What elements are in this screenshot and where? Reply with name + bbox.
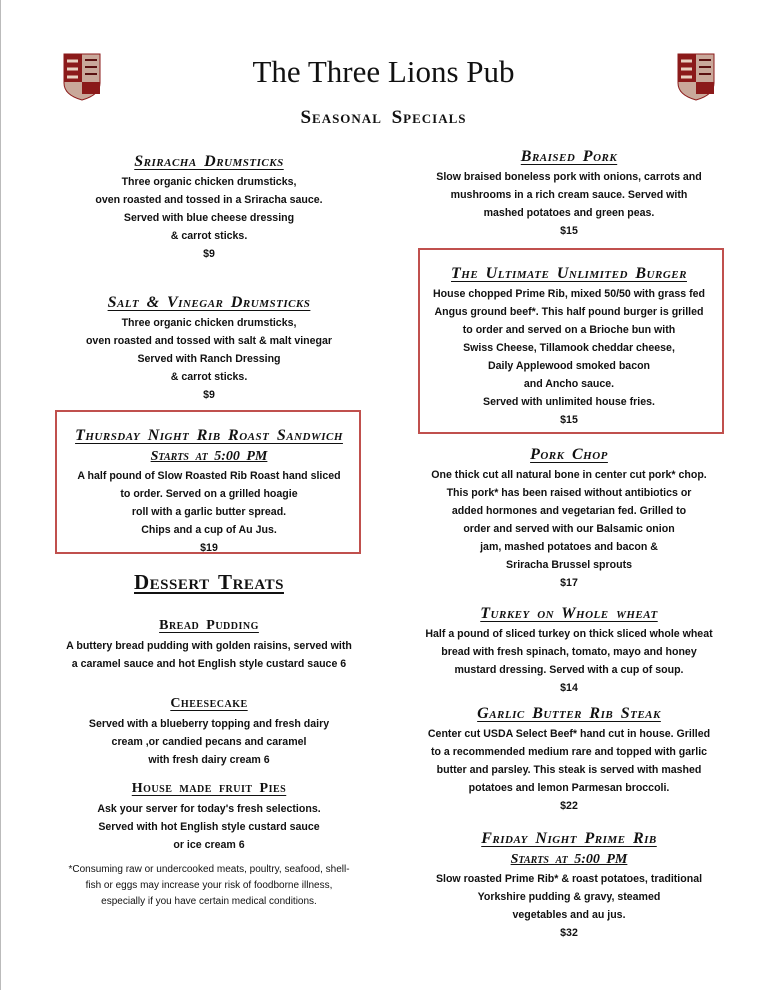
item-description-line: Served with a blueberry topping and fresh dairy [88,718,330,730]
item-description-line: especially if you have certain medical conditions. [101,896,317,907]
item-price: $32 [560,927,578,939]
menu-item-salt-vinegar-drumsticks [19,292,399,404]
item-description-line: or ice cream 6 [173,839,245,851]
item-description-line: & carrot sticks. [170,371,248,383]
item-description-line: bread with fresh spinach, tomato, mayo and honey [441,646,697,658]
item-heading: Pork Chop [530,446,608,463]
seasonal-specials-heading: Seasonal Specials [300,107,467,128]
start-time: Starts at 5:00 PM [510,852,628,867]
item-description-line: Slow braised boneless pork with onions, carrots and [436,171,702,183]
item-description-line: Swiss Cheese, Tillamook cheddar cheese, [463,342,675,354]
item-description-line: Chips and a cup of Au Jus. [141,524,277,536]
item-heading: Sriracha Drumsticks [134,153,284,170]
item-description-line: cream ,or candied pecans and caramel [111,736,307,748]
item-description-line: Served with unlimited house fries. [483,396,655,408]
item-heading: Thursday Night Rib Roast Sandwich [75,427,343,444]
item-price: $15 [560,225,578,237]
item-description-line: Half a pound of sliced turkey on thick sliced whole wheat [425,628,713,640]
item-description-line: Ask your server for today's fresh selections. [97,803,321,815]
item-description-line: House chopped Prime Rib, mixed 50/50 with grass fed [433,288,705,300]
menu-item-sriracha-drumsticks [19,151,399,263]
item-description-line: Slow roasted Prime Rib* & roast potatoes, traditional [435,873,703,885]
item-description-line: fish or eggs may increase your risk of foodborne illness, [85,880,333,891]
item-description-line: Yorkshire pudding & gravy, steamed [477,891,661,903]
menu-item-garlic-butter-rib-steak [379,703,759,815]
item-heading: Friday Night Prime Rib [481,830,657,847]
item-description-line: Daily Applewood smoked bacon [487,360,651,372]
item-description-line: to order. Served on a grilled hoagie [120,488,298,500]
item-description-line: Angus ground beef*. This half pound burger is grilled [434,306,704,318]
item-description-line: mushrooms in a rich cream sauce. Served with [450,189,688,201]
item-description-line: Three organic chicken drumsticks, [121,176,297,188]
item-description-line: jam, mashed potatoes and bacon & [480,541,658,553]
pub-title: The Three Lions Pub [252,54,515,89]
item-price: $15 [560,414,578,426]
item-description-line: mustard dressing. Served with a cup of soup. [454,664,684,676]
menu-item-friday-night-prime-rib [379,828,759,942]
item-price: $22 [560,800,578,812]
item-description-line: Served with hot English style custard sauce [98,821,320,833]
item-heading: Garlic Butter Rib Steak [477,705,661,722]
item-description-line: vegetables and au jus. [512,909,626,921]
item-price: $19 [200,542,218,554]
menu-item-pork-chop [379,444,759,592]
item-description-line: butter and parsley. This steak is served with mashed [436,764,702,776]
menu-item-braised-pork [379,146,759,240]
item-heading: House made fruit Pies [131,781,287,796]
item-heading: Braised Pork [520,148,618,165]
item-description-line: A buttery bread pudding with golden raisins, served with [66,640,352,652]
item-description-line: Served with blue cheese dressing [123,212,295,224]
item-heading: Bread Pudding [159,618,259,633]
menu-item-house-made-fruit-pies [19,778,399,854]
item-description-line: *Consuming raw or undercooked meats, poultry, seafood, shell- [68,864,350,875]
item-description-line: to a recommended medium rare and topped with garlic [430,746,708,758]
item-description-line: Three organic chicken drumsticks, [121,317,297,329]
menu-item-thursday-night-rib-roast-sandwich [19,425,399,557]
item-description-line: potatoes and lemon Parmesan broccoli. [468,782,670,794]
item-description-line: to order and served on a Brioche bun with [462,324,676,336]
item-heading: Cheesecake [170,696,248,711]
menu-item-cheesecake [19,693,399,769]
item-description-line: oven roasted and tossed in a Sriracha sauce. [95,194,323,206]
item-description-line: A half pound of Slow Roasted Rib Roast hand sliced [77,470,341,482]
item-description-line: roll with a garlic butter spread. [131,506,287,518]
item-description-line: with fresh dairy cream 6 [148,754,270,766]
item-description-line: & carrot sticks. [170,230,248,242]
item-price: $17 [560,577,578,589]
item-description-line: This pork* has been raised without antibiotics or [446,487,692,499]
item-description-line: order and served with our Balsamic onion [463,523,675,535]
item-heading: Salt & Vinegar Drumsticks [107,294,311,311]
menu-item-the-ultimate-unlimited-burger [379,263,759,429]
item-description-line: One thick cut all natural bone in center cut pork* chop. [431,469,707,481]
item-heading: Turkey on Whole wheat [480,605,658,622]
item-price: $9 [203,248,215,260]
item-price: $14 [560,682,578,694]
menu-item-dessert-treats [19,568,399,596]
menu-item-disclaimer [19,862,399,910]
item-description-line: oven roasted and tossed with salt & malt vinegar [85,335,333,347]
item-description-line: Center cut USDA Select Beef* hand cut in house. Grilled [427,728,711,740]
item-description-line: Sriracha Brussel sprouts [506,559,632,571]
item-heading: Dessert Treats [134,570,284,594]
menu-item-turkey-on-whole-wheat [379,603,759,697]
item-description-line: and Ancho sauce. [523,378,615,390]
item-description-line: Served with Ranch Dressing [137,353,281,365]
item-description-line: mashed potatoes and green peas. [483,207,655,219]
item-description-line: a caramel sauce and hot English style custard sauce 6 [71,658,347,670]
start-time: Starts at 5:00 PM [150,449,268,464]
item-description-line: added hormones and vegetarian fed. Grilled to [451,505,687,517]
item-price: $9 [203,389,215,401]
menu-item-bread-pudding [19,615,399,673]
item-heading: The Ultimate Unlimited Burger [451,265,687,282]
